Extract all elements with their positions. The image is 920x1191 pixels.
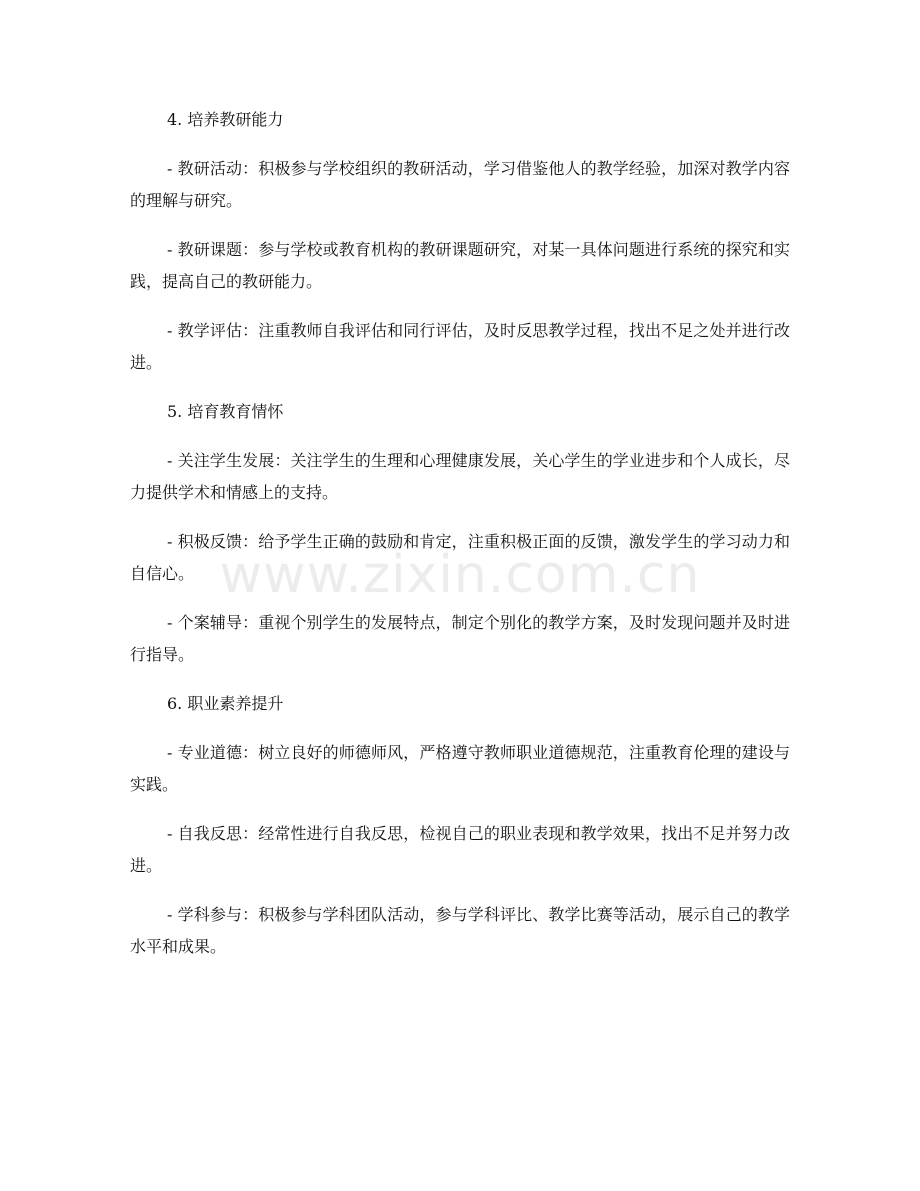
document-body (130, 104, 790, 980)
list-item: - 积极反馈：给予学生正确的鼓励和肯定，注重积极正面的反馈，激发学生的学习动力和自信心。 (130, 532, 790, 583)
list-item: - 教研课题：参与学校或教育机构的教研课题研究，对某一具体问题进行系统的探究和实践，提高自己的教研能力。 (130, 240, 790, 291)
list-item: - 自我反思：经常性进行自我反思，检视自己的职业表现和教学效果，找出不足并努力改进。 (130, 824, 790, 875)
list-item: - 教学评估：注重教师自我评估和同行评估，及时反思教学过程，找出不足之处并进行改进。 (130, 321, 790, 372)
watermark: www.zixin.com.cn (219, 545, 701, 605)
list-item: - 学科参与：积极参与学科团队活动，参与学科评比、教学比赛等活动，展示自己的教学水平和成果。 (130, 905, 790, 956)
list-item: - 专业道德：树立良好的师德师风，严格遵守教师职业道德规范，注重教育伦理的建设与实践。 (130, 743, 790, 794)
list-item: - 关注学生发展：关注学生的生理和心理健康发展，关心学生的学业进步和个人成长，尽力提供学术和情感上的支持。 (130, 451, 790, 502)
section-heading: 5. 培育教育情怀 (167, 402, 284, 421)
list-item: - 教研活动：积极参与学校组织的教研活动，学习借鉴他人的教学经验，加深对教学内容的理解与研究。 (130, 159, 790, 210)
section-heading: 6. 职业素养提升 (167, 694, 284, 713)
list-item: - 个案辅导：重视个别学生的发展特点，制定个别化的教学方案，及时发现问题并及时进行指导。 (130, 613, 790, 664)
section-heading: 4. 培养教研能力 (167, 110, 284, 129)
